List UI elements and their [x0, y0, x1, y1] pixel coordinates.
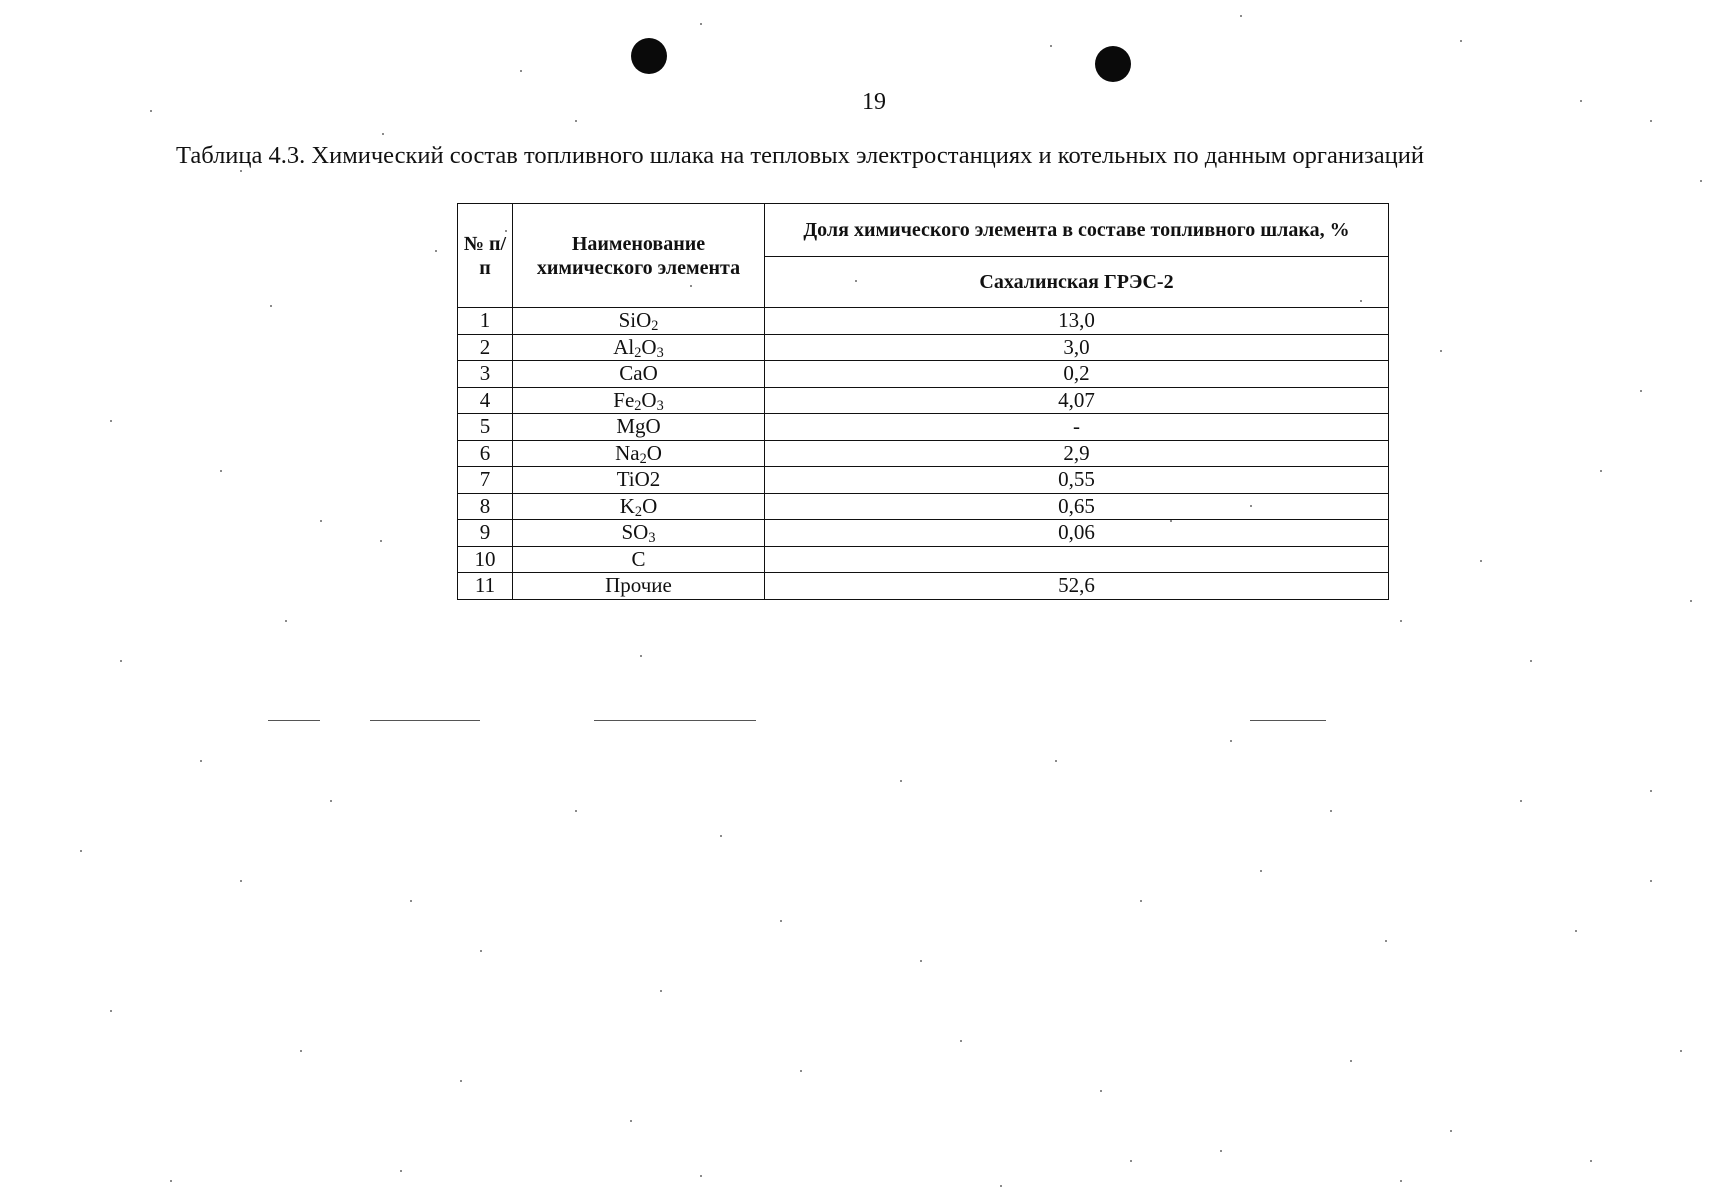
scan-speck — [1520, 800, 1522, 802]
scan-speck — [780, 920, 782, 922]
scan-speck — [1440, 350, 1442, 352]
scan-speck — [1450, 1130, 1452, 1132]
element-name — [513, 308, 765, 335]
scan-speck — [700, 1175, 702, 1177]
scan-speck — [1600, 470, 1602, 472]
scan-speck — [1230, 740, 1232, 742]
scan-speck — [920, 960, 922, 962]
scan-speck — [1650, 790, 1652, 792]
chemical-composition-table — [457, 203, 1389, 600]
scan-speck — [460, 1080, 462, 1082]
scan-speck — [1220, 1150, 1222, 1152]
scan-speck — [1690, 600, 1692, 602]
scan-speck — [960, 1040, 962, 1042]
scan-speck — [1130, 1160, 1132, 1162]
element-name-part: SO — [621, 520, 649, 545]
table-row — [458, 414, 1389, 441]
scan-speck — [690, 285, 692, 287]
scan-speck — [1330, 810, 1332, 812]
scan-speck — [800, 1070, 802, 1072]
scan-speck — [1680, 1050, 1682, 1052]
scan-speck — [900, 780, 902, 782]
element-name — [513, 573, 765, 600]
table-row — [458, 308, 1389, 335]
element-name-part: Прочие — [605, 573, 672, 598]
element-name-part: TiO2 — [616, 467, 661, 492]
element-name-part: O — [641, 334, 657, 359]
row-number: 7 — [458, 467, 513, 494]
scan-speck — [300, 1050, 302, 1052]
scan-speck — [1350, 1060, 1352, 1062]
scan-speck — [1140, 900, 1142, 902]
scan-speck — [1575, 930, 1577, 932]
page-number: 19 — [862, 89, 886, 115]
element-name-part: 3 — [648, 530, 656, 547]
scan-speck — [1650, 880, 1652, 882]
element-share-value: 4,07 — [765, 387, 1389, 414]
scan-speck — [660, 990, 662, 992]
row-number: 11 — [458, 573, 513, 600]
element-name-part: C — [631, 546, 646, 571]
scan-speck — [1400, 620, 1402, 622]
table-row — [458, 573, 1389, 600]
table-row — [458, 520, 1389, 547]
element-name-part: 3 — [656, 344, 664, 361]
scan-speck — [170, 1180, 172, 1182]
scan-speck — [150, 110, 152, 112]
element-name — [513, 414, 765, 441]
element-name-part: 2 — [639, 450, 647, 467]
scan-speck — [520, 70, 522, 72]
row-number: 9 — [458, 520, 513, 547]
table-caption: Таблица 4.3. Химический состав топливного шлака на тепловых электростанциях и котельных по данным организаций — [176, 142, 1424, 169]
scan-speck — [630, 1120, 632, 1122]
scan-speck — [1250, 505, 1252, 507]
row-number: 2 — [458, 334, 513, 361]
element-name-part: 2 — [634, 344, 642, 361]
scan-speck — [640, 655, 642, 657]
element-name-part: 2 — [634, 503, 643, 520]
scan-speck — [382, 133, 384, 135]
element-name — [513, 387, 765, 414]
element-name — [513, 334, 765, 361]
scan-speck — [855, 280, 857, 282]
table-row — [458, 334, 1389, 361]
element-share-value: - — [765, 414, 1389, 441]
scan-speck — [200, 760, 202, 762]
table-row — [458, 387, 1389, 414]
element-share-value: 13,0 — [765, 308, 1389, 335]
header-station: Сахалинская ГРЭС-2 — [765, 257, 1389, 308]
element-name — [513, 520, 765, 547]
table-body — [458, 308, 1389, 600]
binder-hole-right — [1095, 46, 1131, 82]
row-number: 1 — [458, 308, 513, 335]
table-row — [458, 467, 1389, 494]
element-share-value: 52,6 — [765, 573, 1389, 600]
element-share-value: 0,06 — [765, 520, 1389, 547]
element-name — [513, 467, 765, 494]
scan-speck — [1580, 100, 1582, 102]
element-name-part: SiO — [618, 308, 652, 333]
scan-speck — [80, 850, 82, 852]
row-number: 5 — [458, 414, 513, 441]
scan-speck — [380, 540, 382, 542]
scan-speck — [285, 620, 287, 622]
scan-line-fragment — [1250, 720, 1326, 721]
scan-speck — [1240, 15, 1242, 17]
element-share-value: 0,65 — [765, 493, 1389, 520]
scan-speck — [400, 1170, 402, 1172]
scan-speck — [1650, 120, 1652, 122]
header-number: № п/п — [458, 204, 513, 308]
row-number: 6 — [458, 440, 513, 467]
scan-line-fragment — [268, 720, 320, 721]
row-number: 8 — [458, 493, 513, 520]
scan-speck — [1480, 560, 1482, 562]
element-name — [513, 493, 765, 520]
scan-speck — [1260, 870, 1262, 872]
scan-speck — [435, 250, 437, 252]
scan-speck — [240, 880, 242, 882]
scan-speck — [1170, 520, 1172, 522]
element-share-value: 2,9 — [765, 440, 1389, 467]
scan-speck — [120, 660, 122, 662]
scan-speck — [1590, 1160, 1592, 1162]
scan-line-fragment — [370, 720, 480, 721]
row-number: 3 — [458, 361, 513, 388]
element-name — [513, 361, 765, 388]
scan-speck — [575, 810, 577, 812]
element-name-part: O — [646, 440, 662, 465]
scan-speck — [1055, 760, 1057, 762]
element-name-part: O — [642, 493, 658, 518]
element-name-part: K — [619, 493, 635, 518]
scan-speck — [700, 23, 702, 25]
scan-speck — [410, 900, 412, 902]
scan-speck — [1640, 390, 1642, 392]
scan-speck — [270, 305, 272, 307]
table-row — [458, 440, 1389, 467]
element-name — [513, 440, 765, 467]
scan-speck — [330, 800, 332, 802]
element-name-part: Al — [613, 334, 635, 359]
scan-speck — [1360, 300, 1362, 302]
scan-speck — [1385, 940, 1387, 942]
scan-speck — [320, 520, 322, 522]
scan-speck — [575, 120, 577, 122]
scan-speck — [1100, 1090, 1102, 1092]
element-name-part: CaO — [619, 361, 658, 386]
element-name-part: 2 — [651, 318, 659, 335]
header-element-share: Доля химического элемента в составе топливного шлака, % — [765, 204, 1389, 257]
scan-speck — [505, 230, 507, 232]
element-share-value: 3,0 — [765, 334, 1389, 361]
table-row — [458, 546, 1389, 573]
element-name-part: MgO — [616, 414, 661, 439]
scan-speck — [110, 420, 112, 422]
scan-speck — [110, 1010, 112, 1012]
element-name-part: Na — [615, 440, 640, 465]
element-share-value: 0,55 — [765, 467, 1389, 494]
element-name-part: 2 — [634, 397, 642, 414]
scan-speck — [1700, 180, 1702, 182]
scan-speck — [480, 950, 482, 952]
element-name — [513, 546, 765, 573]
binder-hole-left — [631, 38, 667, 74]
scan-speck — [1460, 40, 1462, 42]
element-name-part: Fe — [613, 387, 635, 412]
element-name-part: 3 — [656, 397, 664, 414]
scan-speck — [1530, 660, 1532, 662]
table-row — [458, 493, 1389, 520]
element-share-value: 0,2 — [765, 361, 1389, 388]
scan-speck — [720, 835, 722, 837]
table-row — [458, 361, 1389, 388]
element-share-value — [765, 546, 1389, 573]
row-number: 4 — [458, 387, 513, 414]
element-name-part: O — [641, 387, 657, 412]
row-number: 10 — [458, 546, 513, 573]
scan-line-fragment — [594, 720, 756, 721]
scan-speck — [1050, 45, 1052, 47]
scan-speck — [1000, 1185, 1002, 1187]
header-element-name: Наименование химического элемента — [513, 204, 765, 308]
scan-speck — [1400, 1180, 1402, 1182]
scan-speck — [220, 470, 222, 472]
scan-speck — [240, 170, 242, 172]
